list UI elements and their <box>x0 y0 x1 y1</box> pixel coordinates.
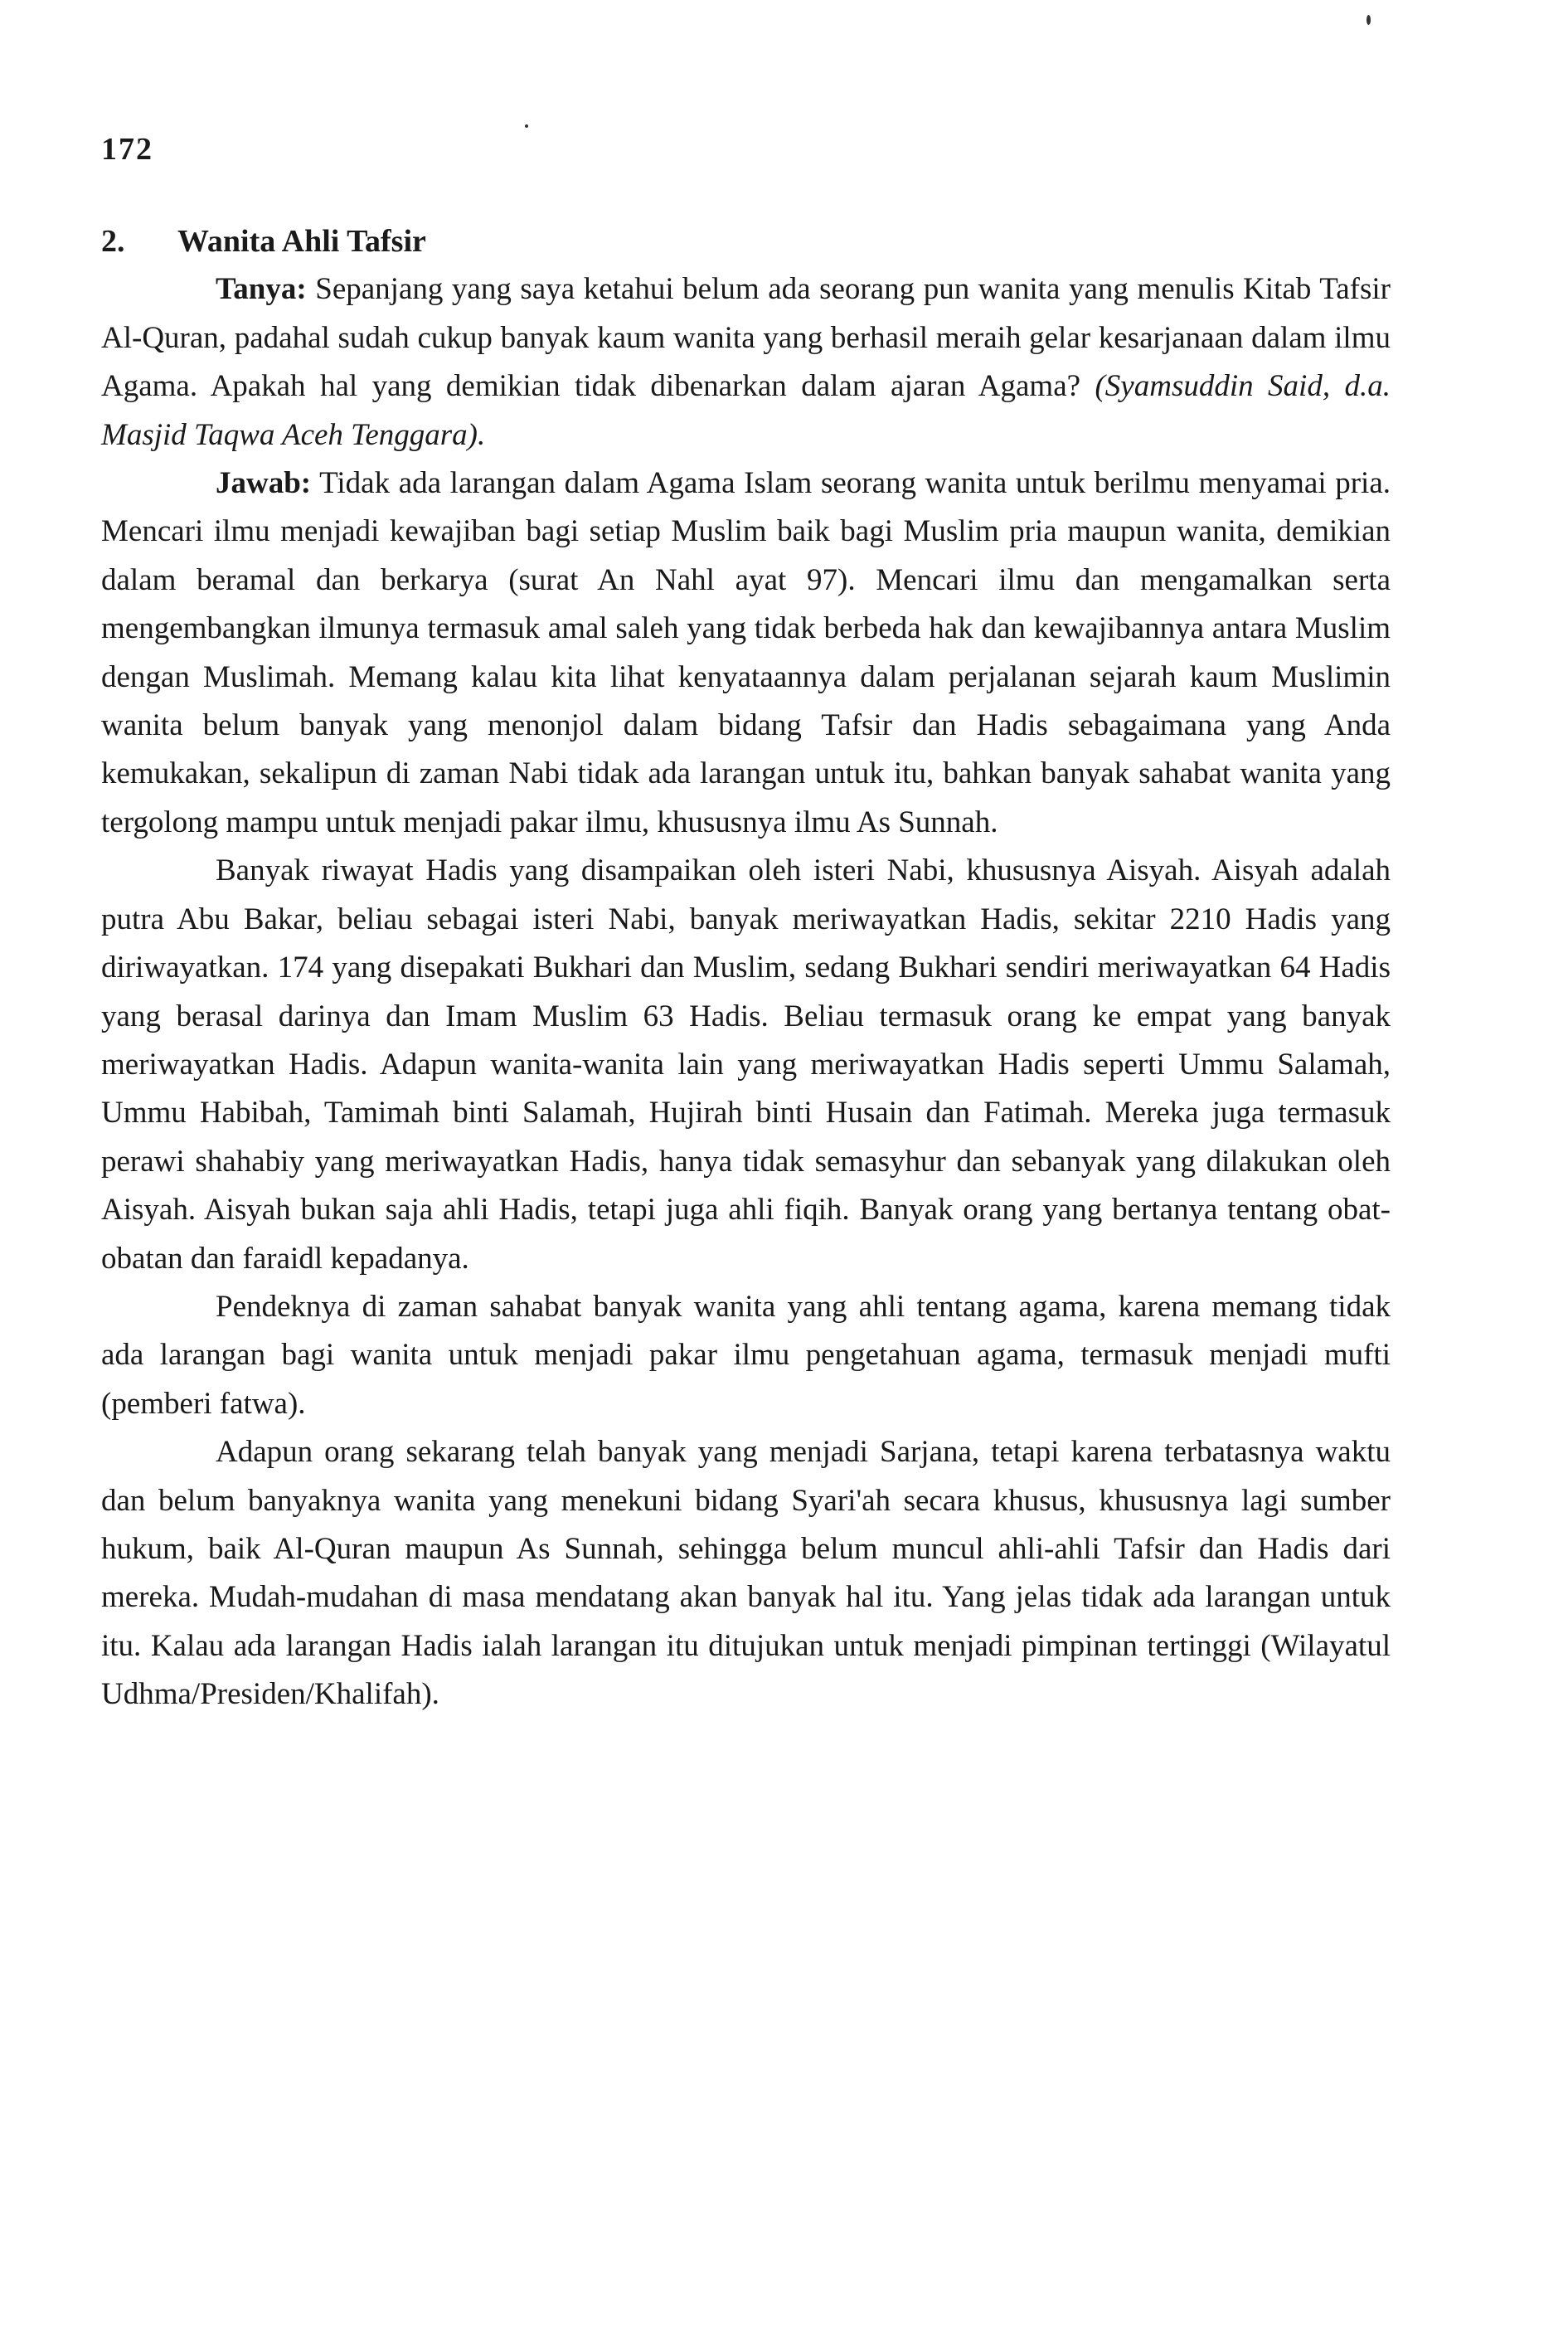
question-paragraph <box>101 265 1391 459</box>
answer-label: Jawab: <box>216 466 312 501</box>
answer-paragraph <box>101 459 1391 847</box>
answer-text: Tidak ada larangan dalam Agama Islam seorang wanita untuk berilmu menyamai pria. Mencari ilmu menjadi kewajiban bagi setiap Muslim baik bagi Muslim pria maupun wanita, demikian dalam beramal dan berkarya (surat An Nahl ayat 97). Mencari ilmu dan mengamalkan serta mengembangkan ilmunya termasuk amal saleh yang tidak berbeda hak dan kewajibannya antara Muslim dengan Muslimah. Memang kalau kita lihat kenyataannya dalam perjalanan sejarah kaum Muslimin wanita belum banyak yang menonjol dalam bidang Tafsir dan Hadis sebagaimana yang Anda kemukakan, sekalipun di zaman Nabi tidak ada larangan untuk itu, bahkan banyak sahabat wanita yang tergolong mampu untuk menjadi pakar ilmu, khususnya ilmu As Sunnah. <box>101 466 1391 839</box>
page-content <box>101 217 1391 1719</box>
section-number: 2. <box>101 224 125 259</box>
body-paragraph: Pendeknya di zaman sahabat banyak wanita yang ahli tentang agama, karena memang tidak ada larangan bagi wanita untuk menjadi pakar ilmu pengetahuan agama, termasuk menjadi mufti (pemberi fatwa). <box>101 1289 1391 1421</box>
body-paragraph: Adapun orang sekarang telah banyak yang menjadi Sarjana, tetapi karena terbatasnya waktu dan belum banyaknya wanita yang menekuni bidang Syari'ah secara khusus, khususnya lagi sumber hukum, baik Al-Quran maupun As Sunnah, sehingga belum muncul ahli-ahli Tafsir dan Hadis dari mereka. Mudah-mudahan di masa mendatang akan banyak hal itu. Yang jelas tidak ada larangan untuk itu. Kalau ada larangan Hadis ialah larangan itu ditujukan untuk menjadi pimpinan tertinggi (Wilayatul Udhma/Presiden/Khalifah). <box>101 1435 1391 1712</box>
page-number: 172 <box>101 132 153 167</box>
question-source: (Syamsuddin Said, d.a. Masjid Taqwa Aceh Tenggara). <box>101 369 1391 452</box>
scan-speck <box>1367 15 1371 25</box>
scan-speck <box>525 124 528 128</box>
body-paragraph: Banyak riwayat Hadis yang disampaikan oleh isteri Nabi, khususnya Aisyah. Aisyah adalah putra Abu Bakar, beliau sebagai isteri Nabi, banyak meriwayatkan Hadis, sekitar 2210 Hadis yang diriwayatkan. 174 yang disepakati Bukhari dan Muslim, sedang Bukhari sendiri meriwayatkan 64 Hadis yang berasal darinya dan Imam Muslim 63 Hadis. Beliau termasuk orang ke empat yang banyak meriwayatkan Hadis. Adapun wanita-wanita lain yang meriwayatkan Hadis seperti Ummu Salamah, Ummu Habibah, Tamimah binti Salamah, Hujirah binti Husain dan Fatimah. Mereka juga termasuk perawi shahabiy yang meriwayatkan Hadis, hanya tidak semasyhur dan sebanyak yang dilakukan oleh Aisyah. Aisyah bukan saja ahli Hadis, tetapi juga ahli fiqih. Banyak orang yang bertanya tentang obat-obatan dan faraidl kepadanya. <box>101 853 1391 1276</box>
question-text: Sepanjang yang saya ketahui belum ada seorang pun wanita yang menulis Kitab Tafsir Al-Quran, padahal sudah cukup banyak kaum wanita yang berhasil meraih gelar kesarjanaan dalam ilmu Agama. Apakah hal yang demikian tidak dibenarkan dalam ajaran Agama? <box>101 272 1391 404</box>
section-heading <box>101 217 1391 265</box>
question-label: Tanya: <box>216 272 307 307</box>
section-title: Wanita Ahli Tafsir <box>177 224 426 259</box>
